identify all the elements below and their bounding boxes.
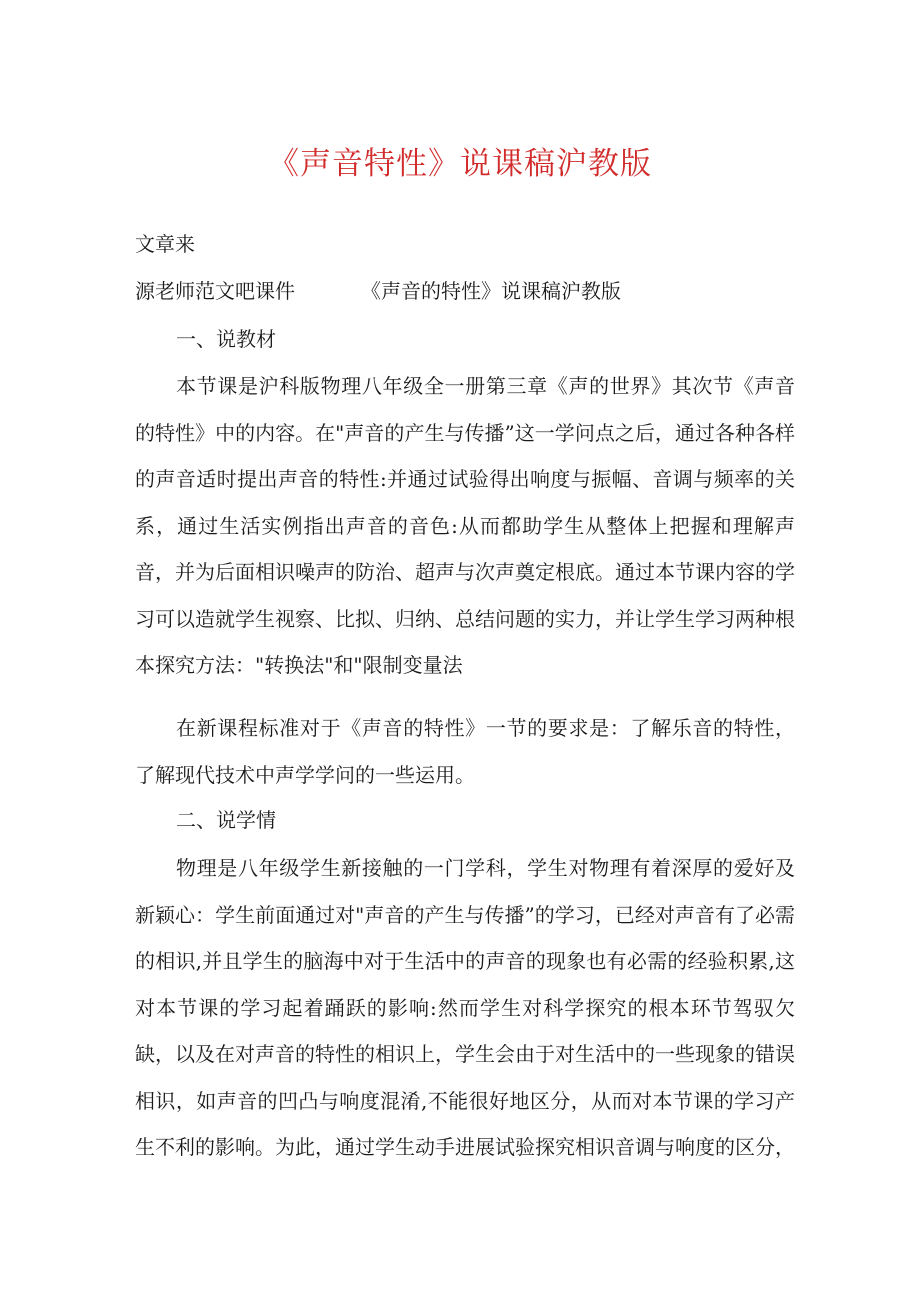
meta-source-line (135, 231, 195, 257)
document-title: 《声音特性》说课稿沪教版 (268, 146, 652, 182)
paragraph-student-analysis: 物理是八年级学生新接触的一门学科，学生对物理有着深厚的爱好及新颖心：学生前面通过对"声音的产生与传播”的学习，已经对声音有了必需的相识,并且学生的脑海中对于生活中的声音的现象也有必需的经验积累,这对本节课的学习起着踊跃的影响:然而学生对科学探究的根本环节驾驭欠缺，以及在对声音的特性的相识上，学生会由于对生活中的一些现象的错误相识，如声音的凹凸与响度混淆,不能很好地区分，从而对本节课的学习产生不利的影响。为此，通过学生动手进展试验探究相识音调与响度的区分， (135, 856, 795, 1159)
section-heading-students: 二、说学情 (176, 808, 276, 832)
paragraph-curriculum-standard: 在新课程标准对于《声音的特性》一节的要求是：了解乐音的特性，了解现代技术中声学学问的一些运用。 (135, 716, 795, 787)
meta-doc-name: 《声音的特性》说课稿沪教版 (361, 279, 621, 303)
paragraph-textbook-content: 本节课是沪科版物理八年级全一册第三章《声的世界》其次节《声音的特性》中的内容。在"声音的产生与传播”这一学问点之后，通过各种各样的声音适时提出声音的特性:并通过试验得出响度与振幅、音调与频率的关系，通过生活实例指出声音的音色:从而都助学生从整体上把握和理解声音，并为后面相识噪声的防治、超声与次声奠定根底。通过本节课内容的学习可以造就学生视察、比拟、归纳、总结问题的实力，并让学生学习两种根本探究方法："转换法"和"限制变量法 (135, 374, 795, 677)
meta-source-text: 文章来 (135, 232, 195, 256)
meta-site-text: 源老师范文吧课件 (135, 279, 295, 303)
meta-subtitle-line (135, 278, 621, 304)
section-heading-textbook: 一、说教材 (176, 327, 276, 351)
